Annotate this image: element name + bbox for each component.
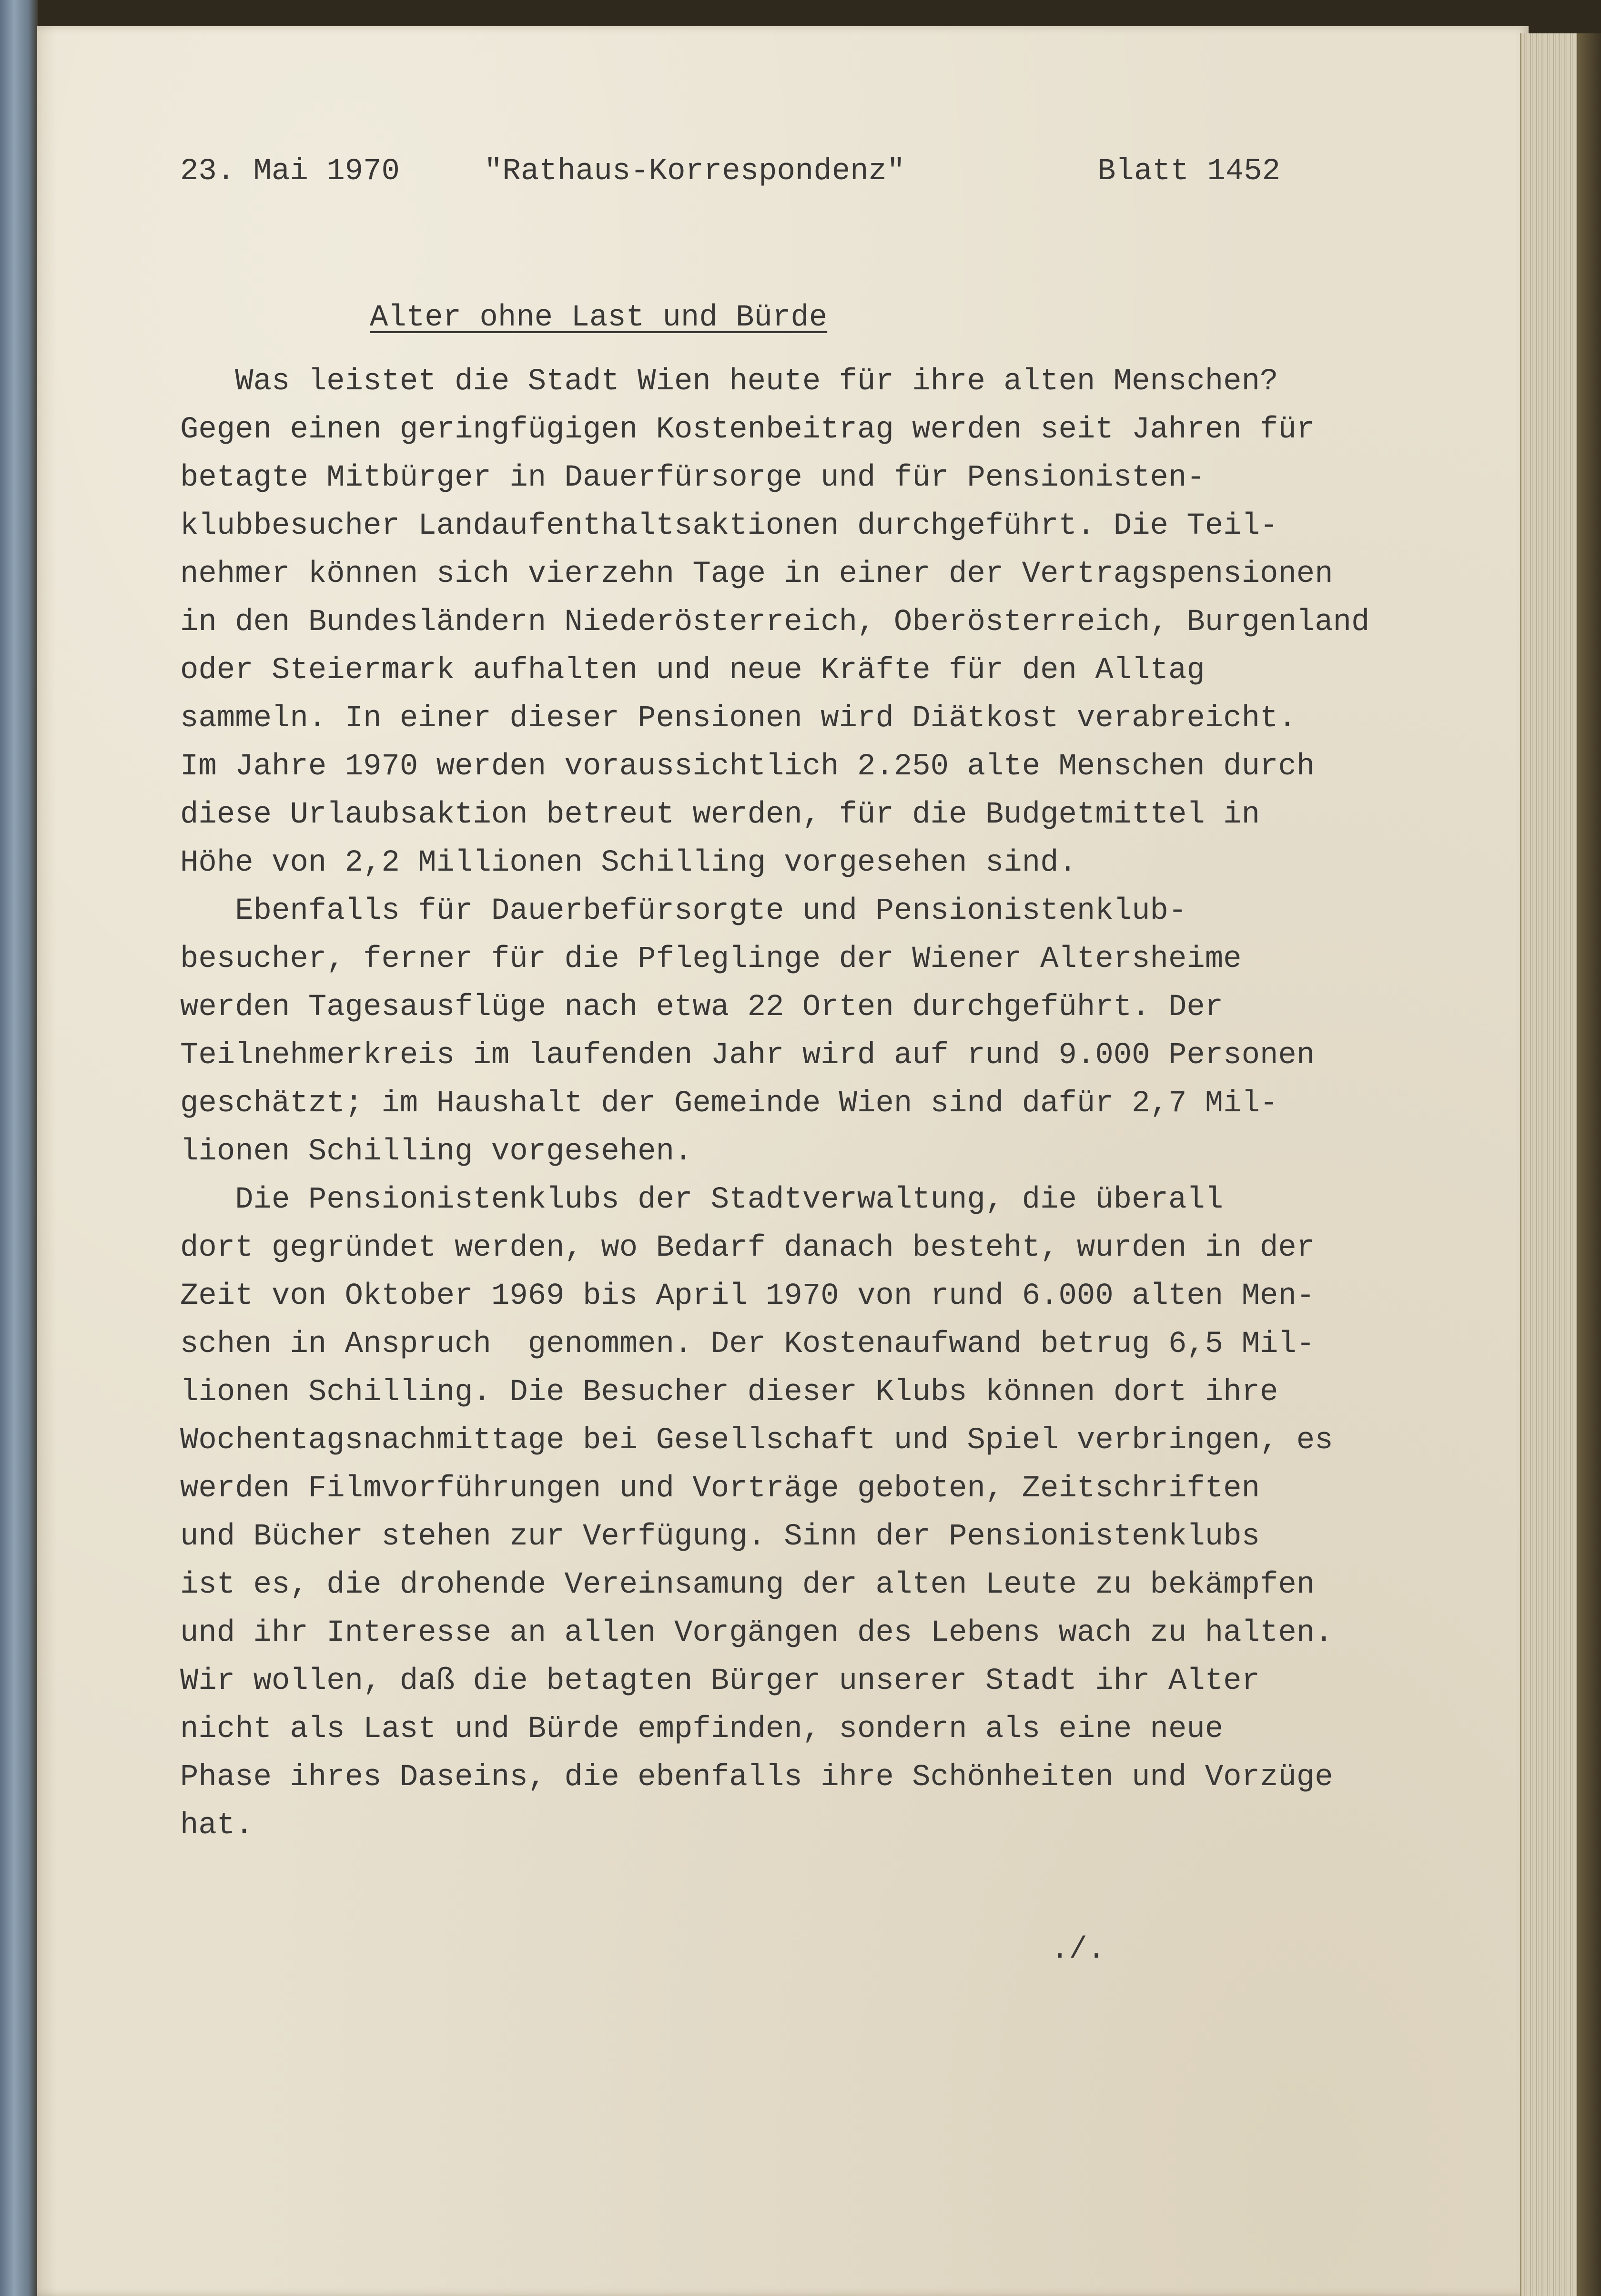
article-line: dort gegründet werden, wo Bedarf danach besteht, wurden in der <box>180 1231 1315 1265</box>
article-line: in den Bundesländern Niederösterreich, Oberösterreich, Burgenland <box>180 605 1370 640</box>
article-line: schen in Anspruch genommen. Der Kostenaufwand betrug 6,5 Mil- <box>180 1327 1315 1361</box>
article-line: und ihr Interesse an allen Vorgängen des Lebens wach zu halten. <box>180 1616 1333 1650</box>
article-line: lionen Schilling vorgesehen. <box>180 1135 693 1169</box>
article-line: Die Pensionistenklubs der Stadtverwaltung, die überall <box>180 1183 1224 1217</box>
header-publication: "Rathaus-Korrespondenz" <box>484 154 905 189</box>
article-line: betagte Mitbürger in Dauerfürsorge und für Pensionisten- <box>180 461 1205 495</box>
article-line: sammeln. In einer dieser Pensionen wird Diätkost verabreicht. <box>180 701 1297 736</box>
article-body <box>180 358 1467 1850</box>
page-stack-shadow <box>1577 33 1601 2296</box>
header-sheet-number: Blatt 1452 <box>1097 154 1281 189</box>
article-line: Gegen einen geringfügigen Kostenbeitrag werden seit Jahren für <box>180 413 1315 447</box>
article-line: Zeit von Oktober 1969 bis April 1970 von rund 6.000 alten Men- <box>180 1279 1315 1313</box>
article-line: werden Filmvorführungen und Vorträge geboten, Zeitschriften <box>180 1472 1260 1506</box>
article-line: Wochentagsnachmittage bei Gesellschaft und Spiel verbringen, es <box>180 1423 1333 1458</box>
article-line: Teilnehmerkreis im laufenden Jahr wird auf rund 9.000 Personen <box>180 1038 1315 1073</box>
binding-edge <box>0 0 38 2296</box>
article-line: lionen Schilling. Die Besucher dieser Klubs können dort ihre <box>180 1375 1278 1410</box>
article-line: hat. <box>180 1808 253 1843</box>
article-line: nicht als Last und Bürde empfinden, sondern als eine neue <box>180 1712 1224 1747</box>
page-stack-edge <box>1520 33 1579 2296</box>
article-line: werden Tagesausflüge nach etwa 22 Orten durchgeführt. Der <box>180 990 1224 1025</box>
article-line: Im Jahre 1970 werden voraussichtlich 2.250 alte Menschen durch <box>180 750 1315 784</box>
article-line: Was leistet die Stadt Wien heute für ihre alten Menschen? <box>180 365 1278 399</box>
article-line: geschätzt; im Haushalt der Gemeinde Wien sind dafür 2,7 Mil- <box>180 1087 1278 1121</box>
page-header <box>180 148 1324 196</box>
article-line: Ebenfalls für Dauerbefürsorgte und Pensionistenklub- <box>180 894 1187 928</box>
article-line: Wir wollen, daß die betagten Bürger unserer Stadt ihr Alter <box>180 1664 1260 1698</box>
article-line: Höhe von 2,2 Millionen Schilling vorgesehen sind. <box>180 846 1077 880</box>
article-line: Phase ihres Daseins, die ebenfalls ihre Schönheiten und Vorzüge <box>180 1760 1333 1795</box>
article-line: besucher, ferner für die Pfleglinge der Wiener Altersheime <box>180 942 1242 976</box>
continuation-mark: ./. <box>1051 1933 1106 1967</box>
article-line: oder Steiermark aufhalten und neue Kräfte für den Alltag <box>180 653 1205 688</box>
article-line: und Bücher stehen zur Verfügung. Sinn der Pensionistenklubs <box>180 1520 1260 1554</box>
header-date: 23. Mai 1970 <box>180 154 400 189</box>
article-title: Alter ohne Last und Bürde <box>370 301 828 335</box>
article-line: diese Urlaubsaktion betreut werden, für die Budgetmittel in <box>180 798 1260 832</box>
article-line: ist es, die drohende Vereinsamung der alten Leute zu bekämpfen <box>180 1568 1315 1602</box>
article-line: klubbesucher Landaufenthaltsaktionen durchgeführt. Die Teil- <box>180 509 1278 543</box>
article-line: nehmer können sich vierzehn Tage in einer der Vertragspensionen <box>180 557 1333 591</box>
